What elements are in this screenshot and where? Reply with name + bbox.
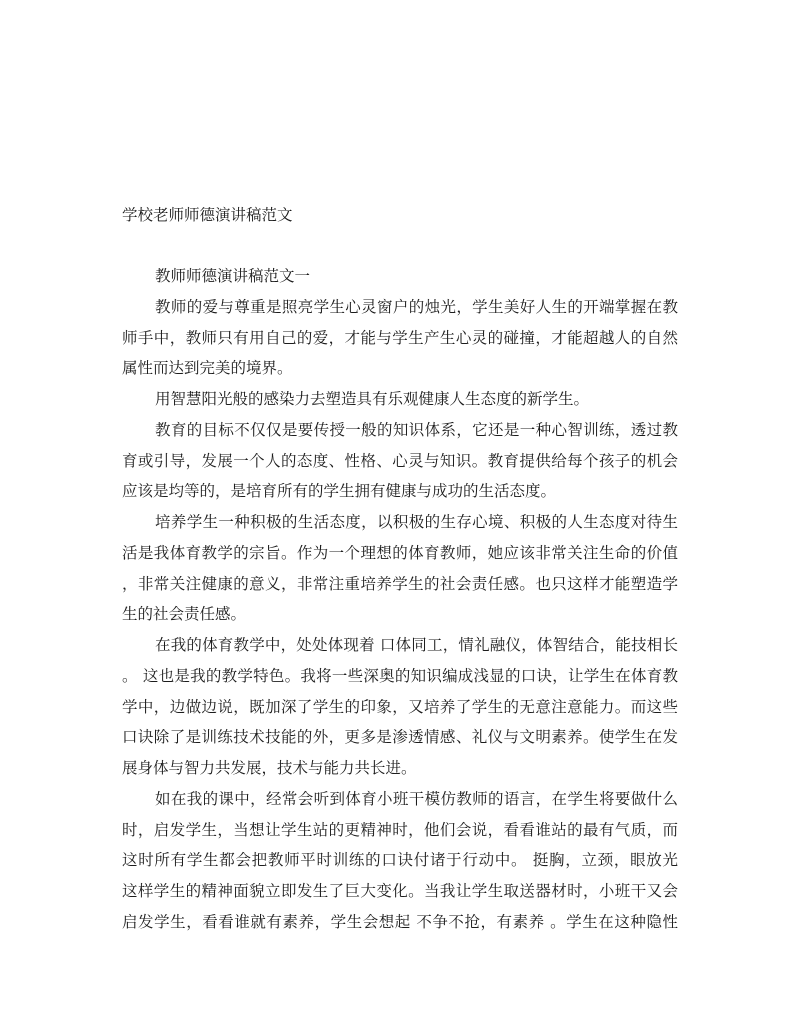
paragraph-line: ，非常关注健康的意义，非常注重培养学生的社会责任感。也只这样才能塑造学 bbox=[122, 574, 678, 593]
paragraph-line: 在我的体育教学中，处处体现着 口体同工，情礼融仪，体智结合，能技相长 bbox=[155, 636, 678, 654]
paragraph-line: 时，启发学生，当想让学生站的更精神时，他们会说，看看谁站的最有气质，而 bbox=[122, 820, 678, 839]
paragraph-line: 活是我体育教学的宗旨。作为一个理想的体育教师，她应该非常关注生命的价值 bbox=[122, 543, 678, 562]
paragraph-line: 这时所有学生都会把教师平时训练的口诀付诸于行动中。 挺胸，立颈，眼放光 bbox=[122, 851, 678, 870]
paragraph-line: 用智慧阳光般的感染力去塑造具有乐观健康人生态度的新学生。 bbox=[155, 390, 590, 408]
paragraph-line: 属性而达到完美的境界。 bbox=[122, 359, 293, 378]
paragraph-line: 启发学生，看看谁就有素养，学生会想起 不争不抢，有素养 。学生在这种隐性 bbox=[122, 912, 678, 931]
paragraph-line: 展身体与智力共发展，技术与能力共长进。 bbox=[122, 759, 417, 777]
paragraph-line: 应该是均等的，是培育所有的学生拥有健康与成功的生活态度。 bbox=[122, 482, 557, 501]
paragraph-line: 生的社会责任感。 bbox=[122, 605, 247, 624]
paragraph-line: 如在我的课中，经常会听到体育小班干模仿教师的语言，在学生将要做什么 bbox=[155, 789, 678, 808]
document-subtitle: 教师师德演讲稿范文一 bbox=[155, 267, 311, 285]
paragraph-line: 这样学生的精神面貌立即发生了巨大变化。当我让学生取送器材时，小班干又会 bbox=[122, 882, 678, 900]
document-title: 学校老师师德演讲稿范文 bbox=[122, 206, 293, 224]
paragraph-line: 。 这也是我的教学特色。我将一些深奥的知识编成浅显的口诀，让学生在体育教 bbox=[122, 666, 678, 685]
paragraph-line: 学中，边做边说，既加深了学生的印象，又培养了学生的无意注意能力。而这些 bbox=[122, 697, 678, 716]
paragraph-line: 口诀除了是训练技术技能的外，更多是渗透情感、礼仪与文明素养。使学生在发 bbox=[122, 728, 678, 747]
paragraph-line: 教育的目标不仅仅是要传授一般的知识体系，它还是一种心智训练，透过教 bbox=[155, 420, 678, 439]
paragraph-line: 师手中，教师只有用自己的爱，才能与学生产生心灵的碰撞，才能超越人的自然 bbox=[122, 328, 678, 347]
paragraph-line: 教师的爱与尊重是照亮学生心灵窗户的烛光，学生美好人生的开端掌握在教 bbox=[155, 297, 678, 316]
paragraph-line: 培养学生一种积极的生活态度，以积极的生存心境、积极的人生态度对待生 bbox=[155, 513, 678, 531]
paragraph-line: 育或引导，发展一个人的态度、性格、心灵与知识。教育提供给每个孩子的机会 bbox=[122, 451, 678, 470]
